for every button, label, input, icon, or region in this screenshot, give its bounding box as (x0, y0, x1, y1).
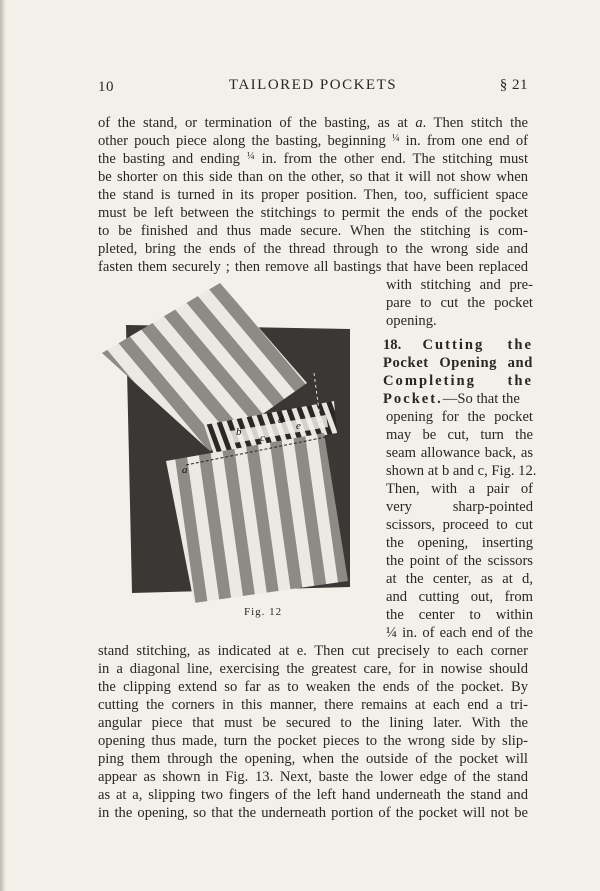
body-line: the clipping extend so far as to weaken the ends of the pocket. By (98, 679, 528, 695)
body-line: in a diagonal line, exercising the greatest care, for in nowise should (98, 661, 528, 677)
figure-label-b: b (236, 426, 242, 438)
body-line: other pouch piece along the basting, beginning $^{\frac{1}{4}}$ in. from one end of (98, 133, 528, 149)
section-number-label: 18. (383, 337, 402, 353)
body-line: of the stand, or termination of the basting, as at a. Then stitch the (98, 115, 528, 131)
running-title: TAILORED POCKETS (228, 77, 398, 93)
body-line: with stitching and pre- (386, 277, 533, 293)
body-line: to be finished and thus made secure. When the stitching is com- (98, 223, 528, 239)
body-line: the basting and ending $^{\frac{1}{4}}$ in. from the other end. The stitching must (98, 151, 528, 167)
body-line: ping them through the opening, when the outside of the pocket will (98, 751, 528, 767)
body-line: the stand is turned in its proper position. Then, too, sufficient space (98, 187, 528, 203)
figure-label-d: d (278, 414, 284, 426)
body-line: may be cut, turn the (386, 427, 533, 443)
body-line: scissors, proceed to cut (386, 517, 533, 533)
body-line: shown at b and c, Fig. 12. (386, 463, 537, 479)
body-line: must be left between the stitchings to permit the ends of the pocket (98, 205, 528, 221)
section-heading-line: 18. Cutting the (383, 337, 533, 353)
body-line: fasten them securely ; then remove all bastings that have been replaced (98, 259, 528, 275)
body-line: angular piece that must be secured to the lining later. With the (98, 715, 528, 731)
figure-label-a: a (182, 464, 188, 476)
body-line: the opening, inserting (386, 535, 533, 551)
body-line: in the opening, so that the underneath portion of the pocket will not be (98, 805, 528, 821)
running-header (98, 77, 528, 99)
body-line: seam allowance back, as (386, 445, 533, 461)
body-line: stand stitching, as indicated at e. Then cut precisely to each corner (98, 643, 528, 659)
body-line: the point of the scissors (386, 553, 533, 569)
body-line: pare to cut the pocket (386, 295, 533, 311)
body-line: as at a, slipping two fingers of the left hand underneath the stand and (98, 787, 528, 803)
figure-label-c: c (260, 432, 265, 444)
body-line: and cutting out, from (386, 589, 533, 605)
page-shadow-edge (0, 0, 6, 891)
body-line: opening for the pocket (386, 409, 533, 425)
figure-12 (102, 283, 374, 613)
section-heading-line: Completing the (383, 373, 533, 389)
body-line: cutting the corners in this manner, there remains at each end a tri- (98, 697, 528, 713)
body-line: ¼ in. of each end of the (386, 625, 533, 641)
section-heading-line: Pocket.—So that the (383, 391, 520, 407)
page-number: 10 (98, 79, 114, 95)
body-line: be shorter on this side than on the other, so that it will not show when (98, 169, 528, 185)
pocket-illustration (102, 283, 374, 613)
body-line: at the center, as at d, (386, 571, 533, 587)
body-line: the center to within (386, 607, 533, 623)
body-line: Then, with a pair of (386, 481, 533, 497)
body-line: pleted, bring the ends of the thread through to the wrong side and (98, 241, 528, 257)
body-line: appear as shown in Fig. 13. Next, baste the lower edge of the stand (98, 769, 528, 785)
figure-label-e: e (296, 420, 301, 432)
section-number: § 21 (499, 77, 528, 93)
body-line: opening. (386, 313, 437, 329)
body-line: opening thus made, turn the pocket pieces to the wrong side by slip- (98, 733, 528, 749)
section-heading-line: Pocket Opening and (383, 355, 533, 371)
figure-caption: Fig. 12 (244, 606, 283, 618)
body-line: very sharp-pointed (386, 499, 533, 515)
